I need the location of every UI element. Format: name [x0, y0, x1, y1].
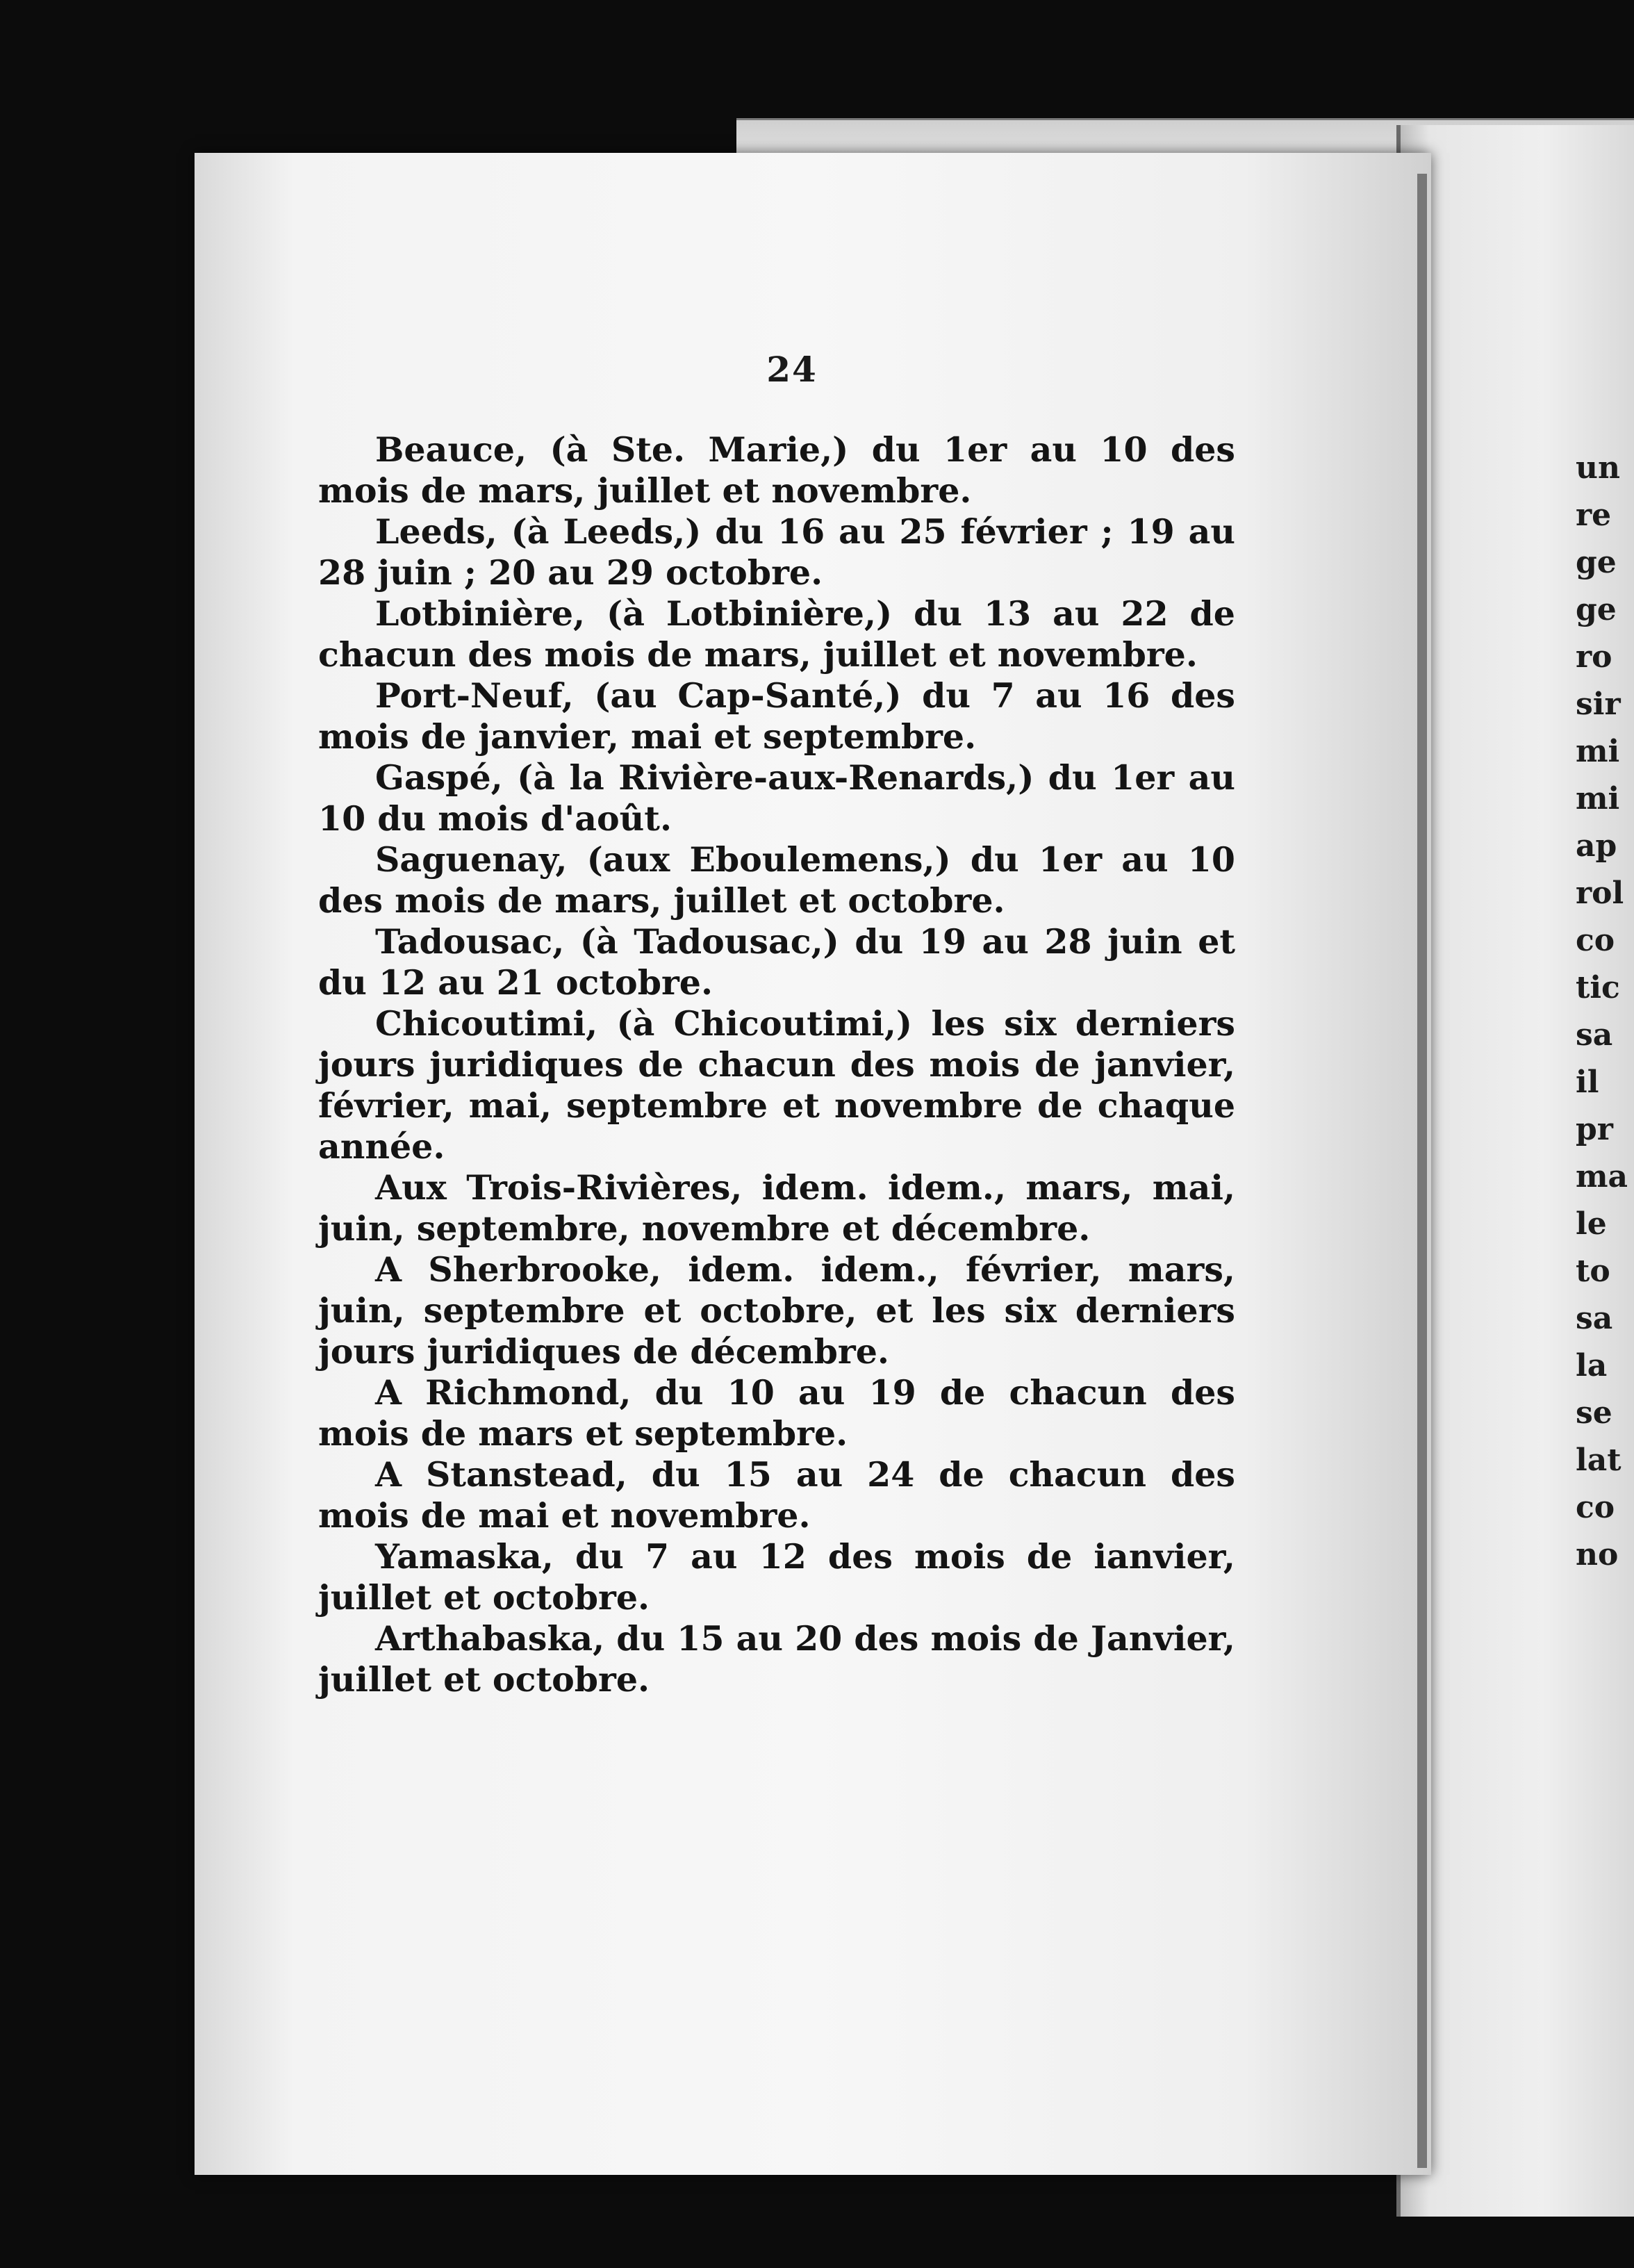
paragraph: Saguenay, (aux Eboulemens,) du 1er au 10 des mois de mars, juillet et octobre. [318, 839, 1235, 921]
page-number: 24 [766, 349, 818, 390]
paragraph: A Stanstead, du 15 au 24 de chacun des mois de mai et novembre. [318, 1454, 1235, 1536]
paragraph: Yamaska, du 7 au 12 des mois de ianvier, juillet et octobre. [318, 1536, 1235, 1618]
right-page-fragment: ge [1576, 592, 1617, 627]
right-page-fragment: pr [1576, 1112, 1613, 1147]
right-page-fragment: sa [1576, 1301, 1613, 1336]
paragraph: Chicoutimi, (à Chicoutimi,) les six derniers jours juridiques de chacun des mois de janvier, février, mai, septembre et novembre de chaque année. [318, 1003, 1235, 1167]
page-gutter-edge [1417, 174, 1427, 2168]
paragraph: Leeds, (à Leeds,) du 16 au 25 février ; 19 au 28 juin ; 20 au 29 octobre. [318, 511, 1235, 593]
right-page-fragment: se [1576, 1395, 1612, 1431]
right-page-text-fragments [1576, 445, 1634, 1579]
paragraph: Port-Neuf, (au Cap-Santé,) du 7 au 16 des mois de janvier, mai et septembre. [318, 675, 1235, 757]
right-page-fragment: ge [1576, 545, 1617, 580]
paragraph: Tadousac, (à Tadousac,) du 19 au 28 juin et du 12 au 21 octobre. [318, 921, 1235, 1003]
right-page-fragment: to [1576, 1254, 1610, 1289]
paragraph: Lotbinière, (à Lotbinière,) du 13 au 22 de chacun des mois de mars, juillet et novembre. [318, 593, 1235, 675]
right-page-fragment: ro [1576, 639, 1612, 675]
right-page-fragment: co [1576, 923, 1615, 958]
right-page-fragment: ma [1576, 1159, 1628, 1194]
right-page-fragment: sa [1576, 1017, 1613, 1053]
right-page-fragment: le [1576, 1206, 1607, 1242]
right-page-fragment: lat [1576, 1443, 1621, 1478]
right-page-fragment: un [1576, 450, 1620, 486]
paragraph: Beauce, (à Ste. Marie,) du 1er au 10 des mois de mars, juillet et novembre. [318, 429, 1235, 511]
right-page-fragment: il [1576, 1065, 1599, 1100]
paragraph: Arthabaska, du 15 au 20 des mois de Janvier, juillet et octobre. [318, 1618, 1235, 1700]
right-page-fragment: co [1576, 1490, 1615, 1525]
right-page-fragment: mi [1576, 781, 1620, 816]
right-page-fragment: re [1576, 498, 1612, 533]
paragraph: A Richmond, du 10 au 19 de chacun des mois de mars et septembre. [318, 1372, 1235, 1454]
right-page-fragment: no [1576, 1537, 1619, 1572]
right-page-fragment: mi [1576, 734, 1620, 769]
right-page-fragment: sir [1576, 687, 1621, 722]
right-page-fragment: la [1576, 1348, 1608, 1383]
page-body-text [318, 429, 1235, 1700]
paragraph: Aux Trois-Rivières, idem. idem., mars, mai, juin, septembre, novembre et décembre. [318, 1167, 1235, 1249]
paragraph: Gaspé, (à la Rivière-aux-Renards,) du 1er au 10 du mois d'août. [318, 757, 1235, 839]
right-page-fragment: ap [1576, 828, 1617, 864]
paragraph: A Sherbrooke, idem. idem., février, mars, juin, septembre et octobre, et les six derniers jours juridiques de décembre. [318, 1249, 1235, 1372]
right-page-fragment: tic [1576, 970, 1620, 1005]
right-page-fragment: rol [1576, 876, 1624, 911]
